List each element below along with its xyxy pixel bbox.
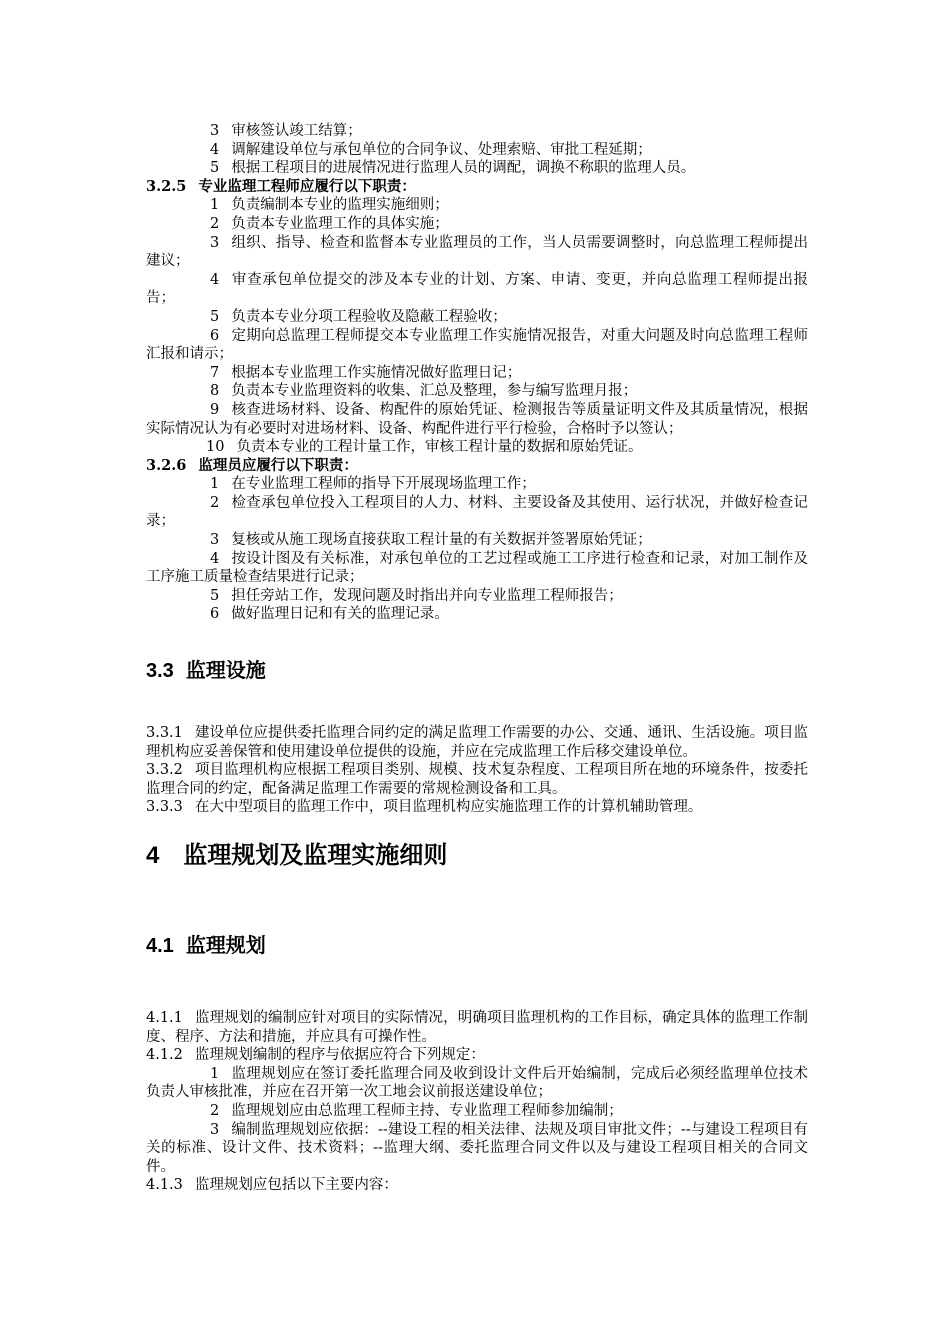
list-supervisor-duties — [146, 475, 808, 624]
clause: 3.3.2 项目监理机构应根据工程项目类别、规模、技术复杂程度、工程项目所在地的环境条件，按委托监理合同的约定，配备满足监理工作需要的常规检测设备和工具。 — [146, 762, 808, 797]
list-item: 7 根据本专业监理工作实施情况做好监理日记； — [210, 364, 522, 381]
clause: 3.3.3 在大中型项目的监理工作中，项目监理机构应实施监理工作的计算机辅助管理。 — [146, 799, 703, 816]
list-item: 3 编制监理规划应依据：--建设工程的相关法律、法规及项目审批文件；--与建设工程项目有关的标准、设计文件、技术资料；--监理大纲、委托监理合同文件以及与建设工程项目相关的合同文件。 — [146, 1121, 808, 1175]
section-heading-3-3: 3.3 监理设施 — [146, 660, 266, 683]
list-item: 1 负责编制本专业的监理实施细则； — [210, 197, 449, 214]
list-item: 8 负责本专业监理资料的收集、汇总及整理，参与编写监理月报； — [210, 383, 638, 400]
list-item: 5 负责本专业分项工程验收及隐蔽工程验收； — [210, 308, 507, 325]
list-item: 4 审查承包单位提交的涉及本专业的计划、方案、申请、变更，并向总监理工程师提出报告； — [146, 271, 808, 307]
clause-3-2-6-heading: 3.2.6 监理员应履行以下职责： — [146, 456, 358, 474]
list-item: 3 复核或从施工现场直接获取工程计量的有关数据并签署原始凭证； — [210, 532, 652, 549]
section-heading-4-1: 4.1 监理规划 — [146, 935, 266, 957]
list-item: 3 组织、指导、检查和监督本专业监理员的工作，当人员需要调整时，向总监理工程师提出建议； — [146, 234, 808, 270]
list-item: 5 担任旁站工作，发现问题及时指出并向专业监理工程师报告； — [210, 587, 623, 604]
list-item: 1 监理规划应在签订委托监理合同及收到设计文件后开始编制，完成后必须经监理单位技术负责人审核批准，并应在召开第一次工地会议前报送建设单位； — [146, 1065, 808, 1101]
list-planning-rules — [146, 1065, 808, 1177]
list-item: 1 在专业监理工程师的指导下开展现场监理工作； — [210, 476, 536, 493]
clause-4-1-2: 4.1.2 监理规划编制的程序与依据应符合下列规定： — [146, 1047, 485, 1064]
clause: 3.3.1 建设单位应提供委托监理合同约定的满足监理工作需要的办公、交通、通讯、生活设施。项目监理机构应妥善保管和使用建设单位提供的设施，并应在完成监理工作后移交建设单位。 — [146, 725, 808, 760]
document-page — [146, 122, 808, 1195]
list-item: 3 审核签认竣工结算； — [210, 123, 362, 139]
clause-4-1-3: 4.1.3 监理规划应包括以下主要内容： — [146, 1177, 398, 1194]
list-item: 2 检查承包单位投入工程项目的人力、材料、主要设备及其使用、运行状况，并做好检查记录； — [146, 494, 808, 530]
list-item: 6 定期向总监理工程师提交本专业监理工作实施情况报告，对重大问题及时向总监理工程师汇报和请示； — [146, 327, 808, 363]
list-item: 2 负责本专业监理工作的具体实施； — [210, 215, 449, 232]
list-item: 6 做好监理日记和有关的监理记录。 — [210, 606, 449, 623]
list-item: 2 监理规划应由总监理工程师主持、专业监理工程师参加编制； — [210, 1102, 623, 1119]
chapter-heading-4: 4 监理规划及监理实施细则 — [146, 842, 448, 869]
list-facilities — [146, 724, 808, 817]
list-item: 9 核查进场材料、设备、构配件的原始凭证、检测报告等质量证明文件及其质量情况，根据实际情况认为有必要时对进场材料、设备、构配件进行平行检验，合格时予以签认； — [146, 401, 808, 437]
list-specialist-duties — [146, 196, 808, 456]
clause-3-2-5-heading: 3.2.5 专业监理工程师应履行以下职责： — [146, 177, 416, 195]
list-duties-a — [146, 122, 808, 178]
list-item: 4 按设计图及有关标准，对承包单位的工艺过程或施工工序进行检查和记录，对加工制作及工序施工质量检查结果进行记录； — [146, 550, 808, 586]
list-item: 5 根据工程项目的进展情况进行监理人员的调配，调换不称职的监理人员。 — [210, 160, 696, 177]
list-item: 10 负责本专业的工程计量工作，审核工程计量的数据和原始凭证。 — [206, 439, 643, 456]
clause-4-1-1: 4.1.1 监理规划的编制应针对项目的实际情况，明确项目监理机构的工作目标，确定具体的监理工作制度、程序、方法和措施，并应具有可操作性。 — [146, 1010, 808, 1045]
list-item: 4 调解建设单位与承包单位的合同争议、处理索赔、审批工程延期； — [210, 141, 652, 158]
